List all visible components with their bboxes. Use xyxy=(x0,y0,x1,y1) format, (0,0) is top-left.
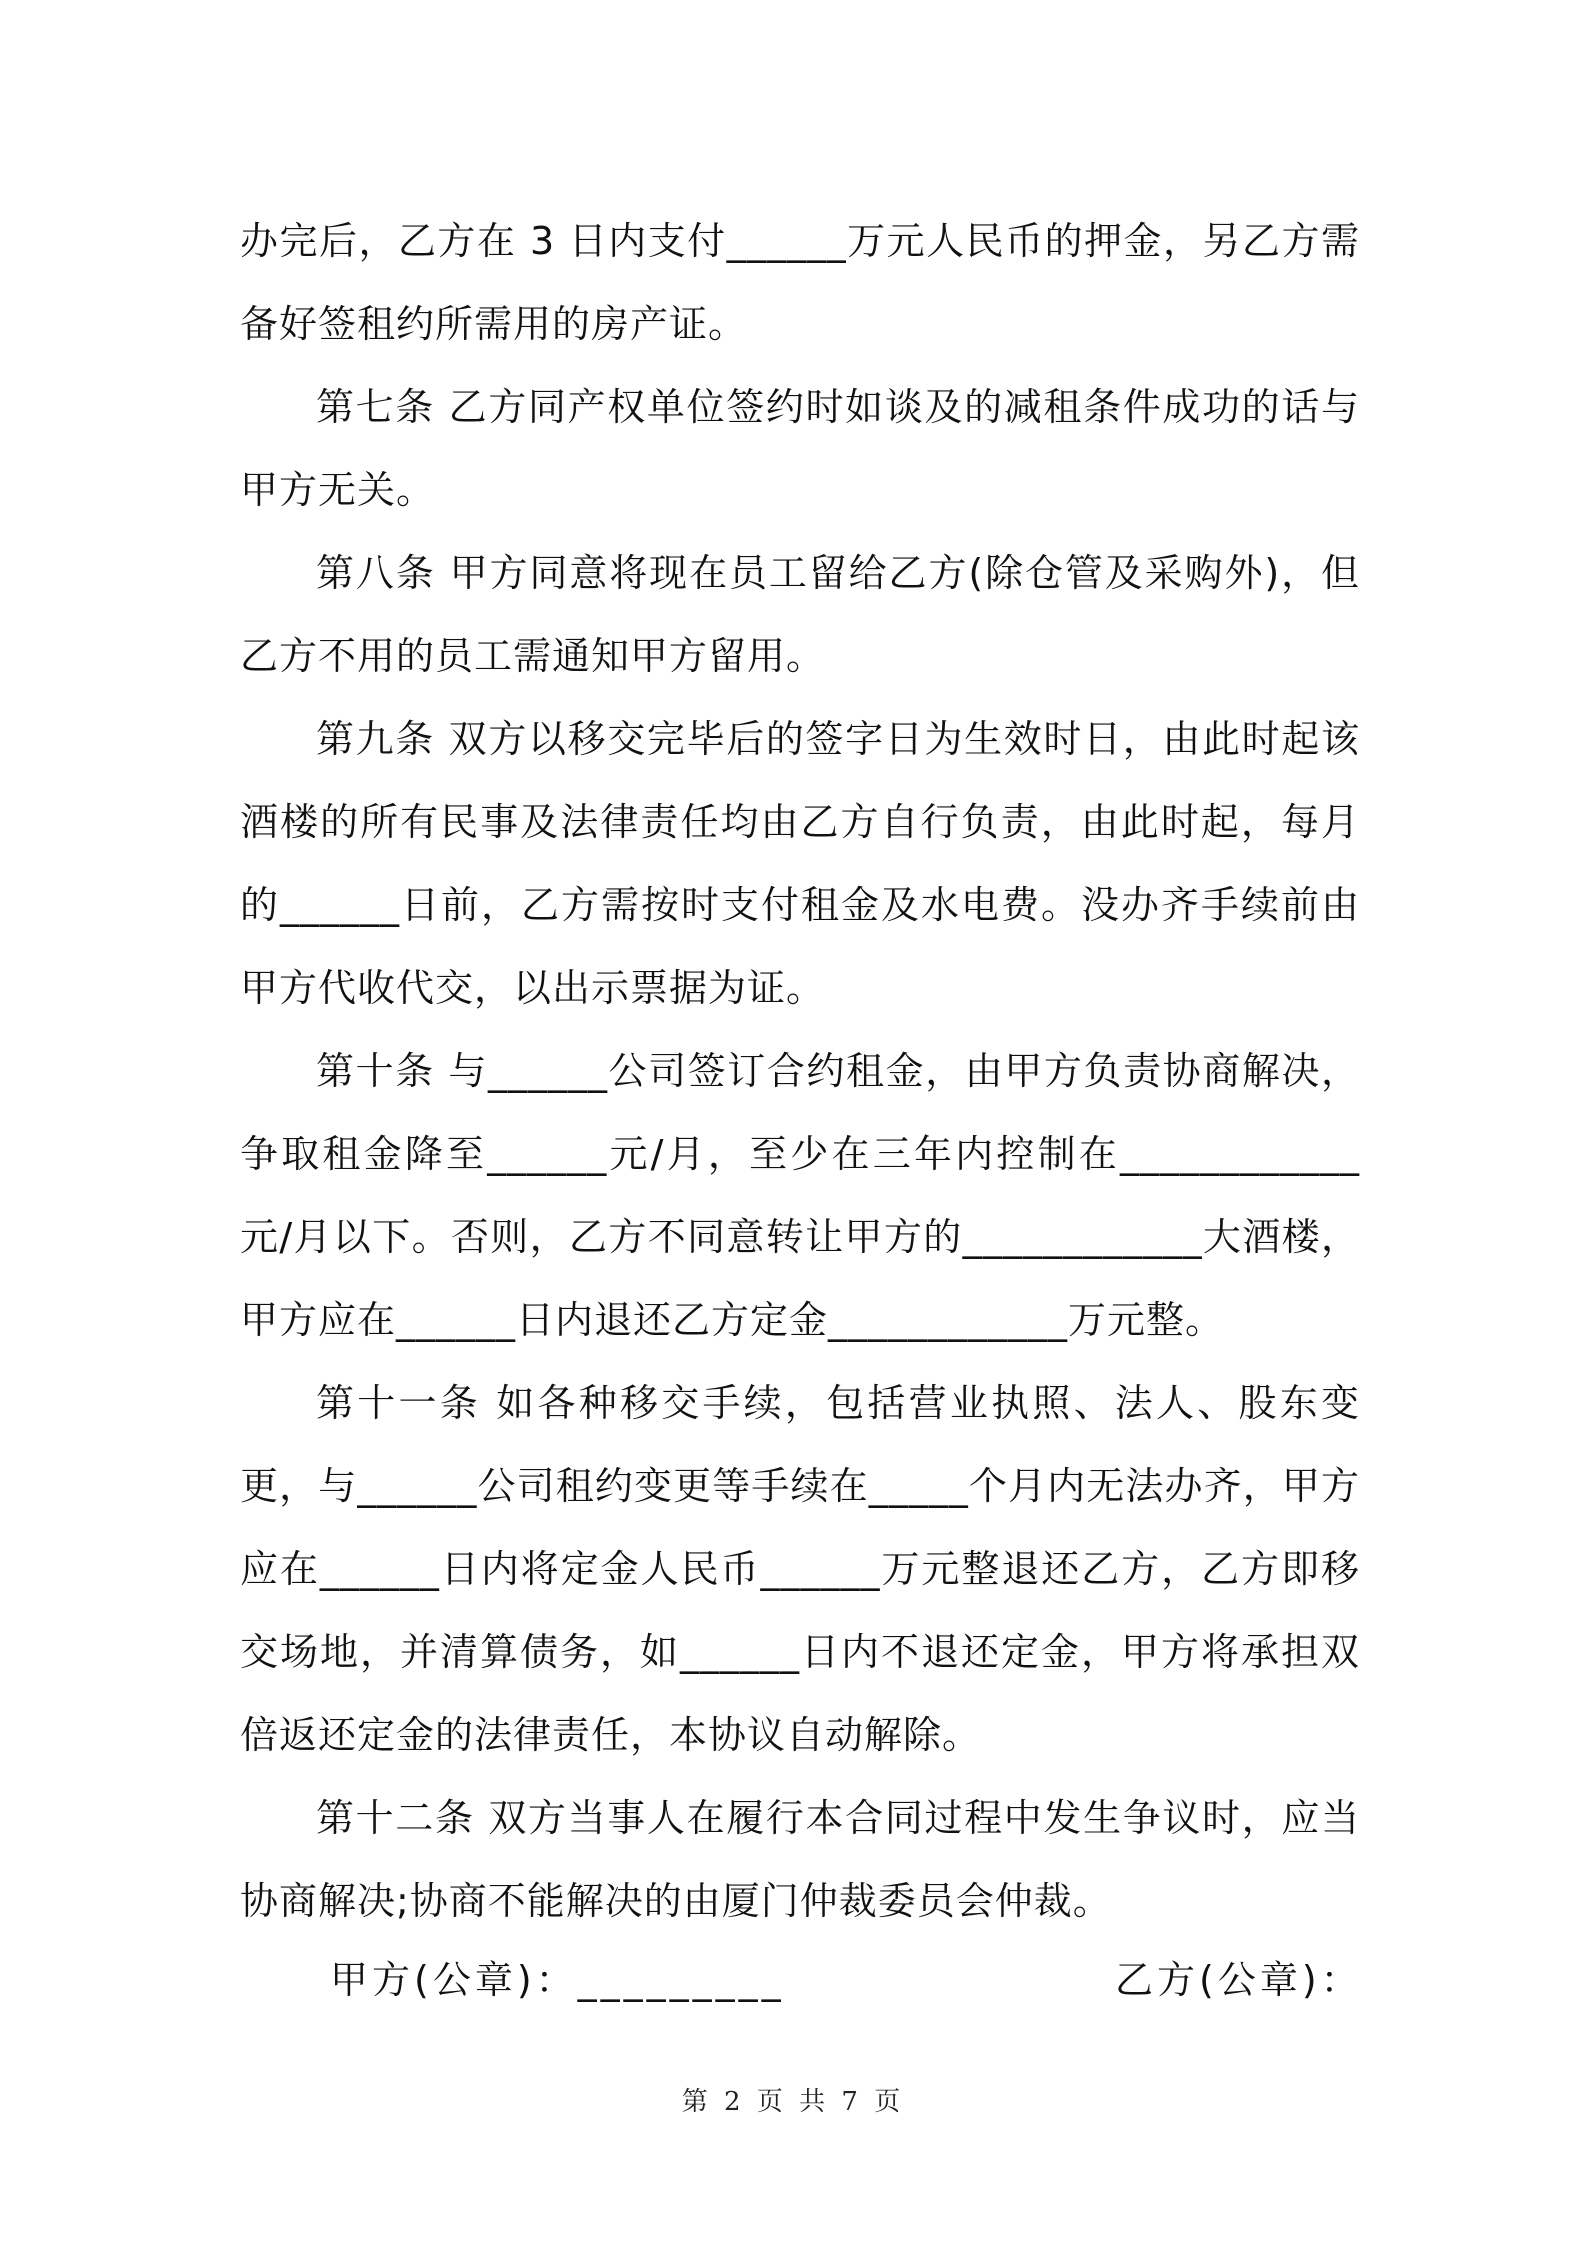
paragraph-article-7: 第七条 乙方同产权单位签约时如谈及的减租条件成功的话与甲方无关。 xyxy=(240,385,1360,512)
paragraph-article-10: 第十条 与______公司签订合约租金，由甲方负责协商解决，争取租金降至______元/月，至少在三年内控制在____________元/月以下。否则，乙方不同意转让甲方的____________大酒楼，甲方应在______日内退还乙方定金____________万元整。 xyxy=(240,1049,1360,1342)
paragraph-article-8: 第八条 甲方同意将现在员工留给乙方(除仓管及采购外)，但乙方不用的员工需通知甲方留用。 xyxy=(240,551,1360,678)
page-number-footer: 第 2 页 共 7 页 xyxy=(681,2087,905,2117)
signature-party-b: 乙方(公章)： xyxy=(1115,1958,1363,2002)
paragraph-article-11: 第十一条 如各种移交手续，包括营业执照、法人、股东变更，与______公司租约变更等手续在_____个月内无法办齐，甲方应在______日内将定金人民币______万元整退还乙方，乙方即移交场地，并清算债务，如______日内不退还定金，甲方将承担双倍返还定金的法律责任，本协议自动解除。 xyxy=(240,1381,1360,1757)
paragraph-article-12: 第十二条 双方当事人在履行本合同过程中发生争议时，应当协商解决;协商不能解决的由厦门仲裁委员会仲裁。 xyxy=(240,1796,1360,1923)
paragraph-article-9: 第九条 双方以移交完毕后的签字日为生效时日，由此时起该酒楼的所有民事及法律责任均由乙方自行负责，由此时起，每月的______日前，乙方需按时支付租金及水电费。没办齐手续前由甲方代收代交，以出示票据为证。 xyxy=(240,717,1360,1010)
paragraph-deposit: 办完后，乙方在 3 日内支付______万元人民币的押金，另乙方需备好签租约所需用的房产证。 xyxy=(240,219,1360,346)
signature-party-a: 甲方(公章)：_________ xyxy=(330,1958,785,2002)
